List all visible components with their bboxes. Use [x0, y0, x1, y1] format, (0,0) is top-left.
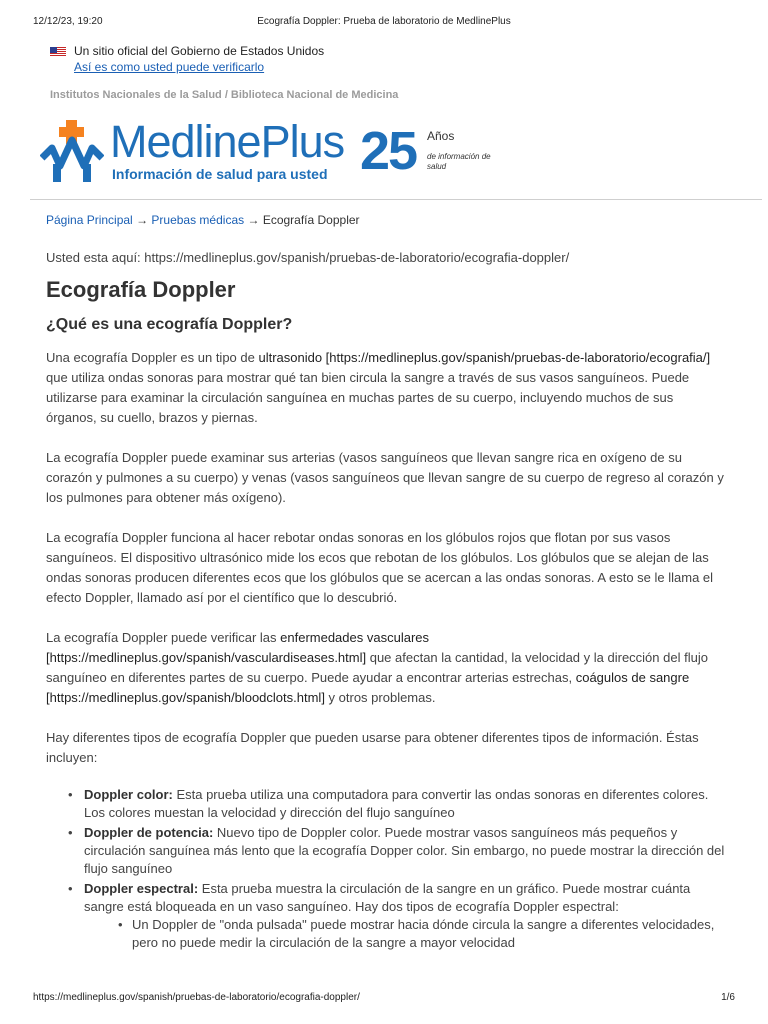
you-are-here: Usted esta aquí: https://medlineplus.gov/spanish/pruebas-de-laboratorio/ecografia-doppler/: [46, 250, 570, 265]
breadcrumb-separator: →: [136, 213, 149, 227]
link-ultrasonido[interactable]: ultrasonido [https://medlineplus.gov/spanish/pruebas-de-laboratorio/ecografia/]: [258, 350, 711, 365]
paragraph-vascular: La ecografía Doppler puede verificar las enfermedades vasculares [https://medlineplus.gov/spanish/vasculardiseases.html] que afectan la cantidad, la velocidad y la dirección del flujo sanguíneo en diferentes partes de su cuerpo. Puede ayudar a encontrar arterias estrechas, coágulos de sangre [https://medlineplus.gov/spanish/bloodclots.html] y otros problemas.: [46, 630, 708, 705]
logo-tagline: Información de salud para usted: [112, 166, 328, 182]
section-title: ¿Qué es una ecografía Doppler?: [46, 316, 293, 333]
print-page-number: 1/6: [721, 992, 735, 1003]
header-divider: [30, 199, 762, 200]
medlineplus-logo[interactable]: [40, 116, 491, 188]
doppler-types-list: [46, 786, 726, 952]
anniversary-number: 25: [360, 121, 417, 181]
breadcrumb: [46, 213, 360, 227]
article-content: [46, 248, 726, 954]
medlineplus-logo-icon: [40, 118, 104, 188]
link-vascular-diseases[interactable]: enfermedades vasculares [https://medlineplus.gov/spanish/vasculardiseases.html]: [46, 630, 429, 665]
gov-official-text: Un sitio oficial del Gobierno de Estados Unidos: [74, 44, 325, 58]
page-title: Ecografía Doppler: [46, 277, 236, 302]
paragraph-types-intro: Hay diferentes tipos de ecografía Doppler que pueden usarse para obtener diferentes tipos de información. Éstas incluyen:: [46, 730, 699, 765]
print-header: [33, 16, 735, 32]
gov-verify-link[interactable]: Así es como usted puede verificarlo: [74, 60, 265, 74]
list-item: • Doppler de potencia: Nuevo tipo de Doppler color. Puede mostrar vasos sanguíneos más pequeños y circulación sanguínea más lento que la ecografía Dopper color. Sin embargo, no puede mostrar la dirección del flujo sanguíneo: [84, 824, 726, 878]
anniversary-desc: de información de salud: [427, 152, 491, 171]
print-datetime: 12/12/23, 19:20: [33, 16, 103, 27]
breadcrumb-home[interactable]: Página Principal: [46, 213, 133, 227]
paragraph-doppler-effect: La ecografía Doppler funciona al hacer rebotar ondas sonoras en los glóbulos rojos que flotan por sus vasos sanguíneos. El dispositivo ultrasónico mide los ecos que rebotan de los glóbulos. Los glóbulos que se alejan de las ondas sonoras producen diferentes ecos que los glóbulos que se acercan a las ondas sonoras. A esto se le llama el efecto Doppler, llamado así por el científico que lo descubrió.: [46, 530, 714, 605]
paragraph-arteries: La ecografía Doppler puede examinar sus arterias (vasos sanguíneos que llevan sangre rica en oxígeno de su corazón y pulmones a su cuerpo) y venas (vasos sanguíneos que llevan sangre de su cuerpo de regreso al corazón y los pulmones para obtener más oxígeno).: [46, 450, 724, 505]
list-item: • Doppler espectral: Esta prueba muestra la circulación de la sangre en un gráfico. Puede mostrar cuánta sangre está bloqueada en un vaso sanguíneo. Hay dos tipos de ecografía Doppler espectral: • Un Doppler de "onda pulsada" puede mostrar hacia dónde circula la sangre a diferentes velocidades, pero no puede medir la circulación de la sangre a mayor velocidad: [84, 880, 726, 952]
us-flag-icon: [50, 45, 66, 56]
anniversary-word: Años: [427, 129, 455, 143]
print-footer: [33, 992, 735, 1008]
print-url: https://medlineplus.gov/spanish/pruebas-de-laboratorio/ecografia-doppler/: [33, 992, 360, 1003]
breadcrumb-tests[interactable]: Pruebas médicas: [151, 213, 245, 227]
list-item: • Un Doppler de "onda pulsada" puede mostrar hacia dónde circula la sangre a diferentes velocidades, pero no puede medir la circulación de la sangre a mayor velocidad: [132, 916, 726, 952]
link-blood-clots[interactable]: coágulos de sangre [https://medlineplus.gov/spanish/bloodclots.html]: [46, 670, 690, 705]
breadcrumb-separator: →: [247, 213, 260, 227]
breadcrumb-current: Ecografía Doppler: [262, 213, 360, 227]
paragraph-intro: Una ecografía Doppler es un tipo de ultrasonido [https://medlineplus.gov/spanish/pruebas-de-laboratorio/ecografia/] que utiliza ondas sonoras para mostrar qué tan bien circula la sangre a través de sus vasos sanguíneos. Puede utilizarse para examinar la circulación sanguínea en muchas partes de su cuerpo, incluyendo muchos de sus órganos, su cuello, brazos y piernas.: [46, 350, 711, 425]
nih-nlm-line[interactable]: Institutos Nacionales de la Salud / Biblioteca Nacional de Medicina: [50, 89, 399, 101]
print-doc-title: Ecografía Doppler: Prueba de laboratorio de MedlinePlus: [257, 16, 511, 27]
spectral-subtypes-list: [84, 916, 726, 952]
list-item: • Doppler color: Esta prueba utiliza una computadora para convertir las ondas sonoras en diferentes colores. Los colores muestan la velocidad y dirección del flujo sanguíneo: [84, 786, 726, 822]
logo-name: MedlinePlus: [110, 116, 345, 167]
